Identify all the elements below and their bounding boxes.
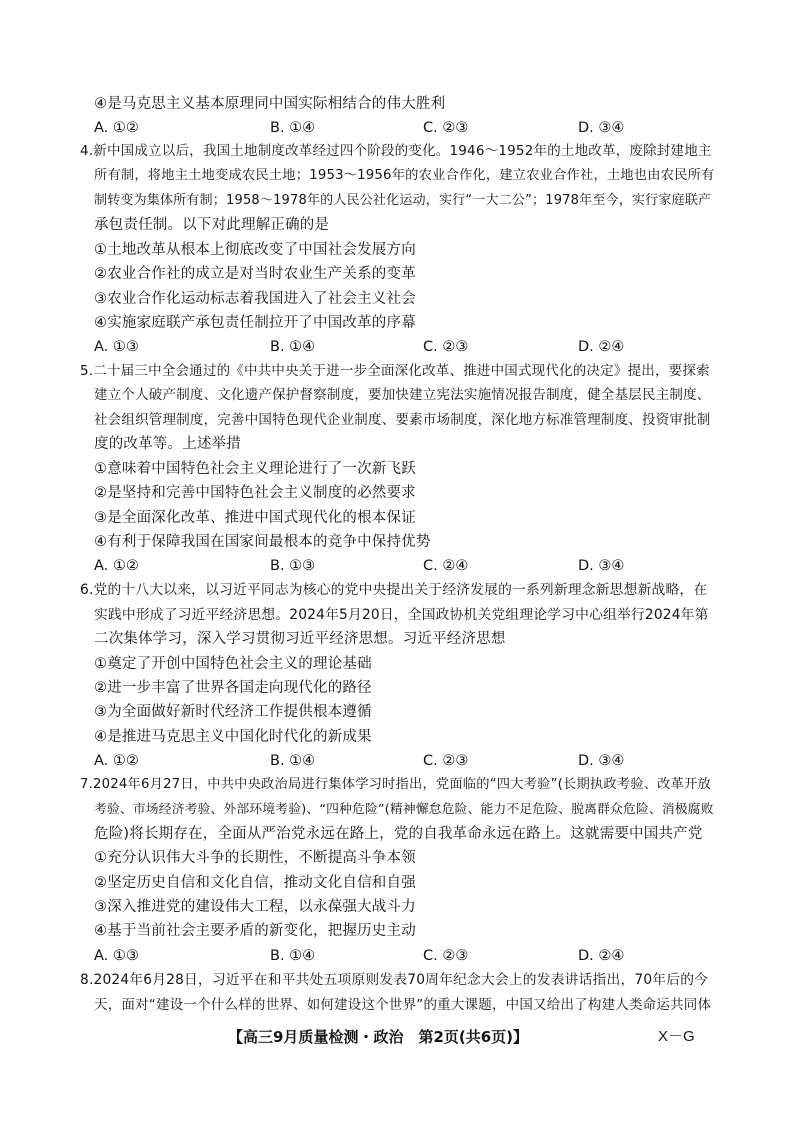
q4-statement-4: ④实施家庭联产承包责任制拉开了中国改革的序幕 [94, 315, 416, 331]
q7-option-d: D. ②④ [578, 948, 625, 964]
q6-statement-3: ③为全面做好新时代经济工作提供根本遵循 [94, 704, 372, 720]
q4-option-c: C. ②③ [423, 339, 469, 355]
q7-option-b: B. ①④ [270, 948, 316, 964]
q6-statement-2: ②进一步丰富了世界各国走向现代化的路径 [94, 680, 372, 696]
q3-option-a: A. ①② [94, 120, 139, 136]
q7-statement-4: ④基于当前社会主要矛盾的新变化，把握历史主动 [94, 923, 416, 939]
q6-stem-line-2: 实践中形成了习近平经济思想。2024年5月20日，全国政协机关党组理论学习中心组举行2024年第 [94, 607, 709, 623]
q7-option-a: A. ①③ [94, 948, 139, 964]
q3-statement-4: ④是马克思主义基本原理同中国实际相结合的伟大胜利 [94, 96, 446, 112]
q4-stem-line-1: 4.新中国成立以后，我国土地制度改革经过四个阶段的变化。1946～1952年的土地改革，废除封建地主 [80, 143, 712, 159]
q6-statement-4: ④是推进马克思主义中国化时代化的新成果 [94, 729, 372, 745]
q5-option-d: D. ③④ [578, 558, 625, 574]
q6-statement-1: ①奠定了开创中国特色社会主义的理论基础 [94, 656, 372, 672]
q4-statement-2: ②农业合作社的成立是对当时农业生产关系的变革 [94, 266, 416, 282]
q4-option-a: A. ①③ [94, 339, 139, 355]
q8-stem-line-1: 8.2024年6月28日，习近平在和平共处五项原则发表70周年纪念大会上的发表讲话指出，70年后的今 [80, 972, 709, 988]
q6-option-c: C. ②③ [423, 753, 469, 769]
q6-option-d: D. ③④ [578, 753, 625, 769]
paper-code: X－G [658, 1028, 695, 1045]
q7-stem-line-2: 考验、市场经济考验、外部环境考验)、“四种危险”(精神懈怠危险、能力不足危险、脱离群众危险、消极腐败 [94, 802, 714, 817]
q6-stem-line-3: 二次集体学习，深入学习贯彻习近平经济思想。习近平经济思想 [94, 631, 506, 647]
q4-statement-1: ①土地改革从根本上彻底改变了中国社会发展方向 [94, 242, 416, 258]
q4-option-d: D. ②④ [578, 339, 625, 355]
q8-stem-line-2: 天，面对“建设一个什么样的世界、如何建设这个世界”的重大课题，中国又给出了构建人类命运共同体 [94, 997, 712, 1013]
q4-stem-line-3: 制转变为集体所有制；1958～1978年的人民公社化运动，实行“一大二公”；1978年至今，实行家庭联产 [94, 193, 712, 208]
q5-stem-line-4: 度的改革等。上述举措 [94, 436, 241, 452]
q5-option-a: A. ①② [94, 558, 139, 574]
q5-stem-line-3: 社会组织管理制度，完善中国特色现代企业制度、要素市场制度，深化地方标准管理制度、投资审批制 [94, 412, 711, 428]
q4-statement-3: ③农业合作化运动标志着我国进入了社会主义社会 [94, 291, 416, 307]
q3-option-d: D. ③④ [578, 120, 625, 136]
q5-statement-2: ②是坚持和完善中国特色社会主义制度的必然要求 [94, 485, 416, 501]
q6-option-a: A. ①② [94, 753, 139, 769]
q4-stem-line-2: 所有制，将地主土地变成农民土地；1953～1956年的农业合作化，建立农业合作社，土地也由农民所有 [94, 168, 715, 183]
page-footer: 【高三9月质量检测・政治 第2页(共6页)】 [228, 1028, 529, 1046]
q5-statement-1: ①意味着中国特色社会主义理论进行了一次新飞跃 [94, 461, 416, 477]
q4-stem-line-4: 承包责任制。以下对此理解正确的是 [94, 217, 330, 233]
q6-stem-line-1: 6.党的十八大以来，以习近平同志为核心的党中央提出关于经济发展的一系列新理念新思想新战略，在 [80, 582, 708, 598]
q5-statement-4: ④有利于保障我国在国家间最根本的竞争中保持优势 [94, 534, 431, 550]
q6-option-b: B. ①④ [270, 753, 316, 769]
q7-statement-2: ②坚定历史自信和文化自信，推动文化自信和自强 [94, 875, 416, 891]
q7-stem-line-3: 危险)将长期存在，全面从严治党永远在路上，党的自我革命永远在路上。这就需要中国共产党 [94, 826, 703, 842]
q4-option-b: B. ①④ [270, 339, 316, 355]
q5-option-c: C. ②④ [423, 558, 469, 574]
q5-statement-3: ③是全面深化改革、推进中国式现代化的根本保证 [94, 510, 416, 526]
q7-statement-3: ③深入推进党的建设伟大工程，以永葆强大战斗力 [94, 899, 416, 915]
q7-option-c: C. ②③ [423, 948, 469, 964]
q3-option-b: B. ①④ [270, 120, 316, 136]
q7-stem-line-1: 7.2024年6月27日，中共中央政治局进行集体学习时指出，党面临的“四大考验”(长期执政考验、改革开放 [80, 777, 711, 792]
q3-option-c: C. ②③ [423, 120, 469, 136]
q5-stem-line-1: 5.二十届三中全会通过的《中共中央关于进一步全面深化改革、推进中国式现代化的决定》提出，要探索 [80, 363, 710, 379]
q5-option-b: B. ①③ [270, 558, 316, 574]
q7-statement-1: ①充分认识伟大斗争的长期性，不断提高斗争本领 [94, 850, 416, 866]
q5-stem-line-2: 建立个人破产制度、文化遗产保护督察制度，要加快建立宪法实施情况报告制度，健全基层民主制度、 [94, 387, 711, 403]
